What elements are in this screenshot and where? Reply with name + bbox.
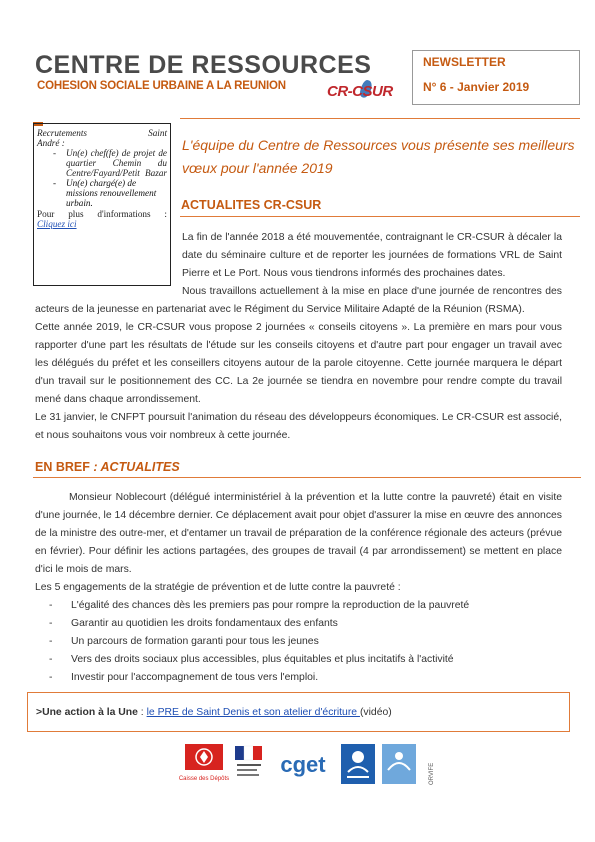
list-item: - Garantir au quotidien les droits fondamentaux des enfants	[49, 615, 559, 633]
list-item: - L'égalité des chances dès les premiers pas pour rompre la reproduction de la pauvreté	[49, 597, 559, 615]
cget-logo-text: cget	[280, 752, 326, 777]
orvife-logo	[423, 742, 467, 787]
paragraph: Le 31 janvier, le CNFPT poursuit l'animation du réseau des développeurs économiques. Le CR-CSUR est associé, et nous souhaitons vous voir nombreux à cette journée.	[35, 412, 562, 441]
masthead-subtitle: COHESION SOCIALE URBAINE A LA REUNION	[37, 80, 286, 92]
list-item: - Vers des droits sociaux plus accessibles, plus équitables et plus incitatifs à l'activité	[49, 651, 559, 669]
sidebar-link[interactable]: Cliquez ici	[37, 219, 77, 229]
action-box	[27, 692, 570, 732]
paragraph: Monsieur Noblecourt (délégué interministériel à la prévention et la lutte contre la pauvreté) était en visite d'une journée, le 14 décembre dernier. Ce déplacement avait pour objet d'assurer la mise en œuvre des annonces de la ministre des outre-mer, et d'entamer un travail de préparation de la conférence régionale des acteurs (prévue en février). Pour définir les actions partagées, des groupes de travail (4 par arrondissement) se mettent en place d'ici le mois de mars.	[35, 492, 563, 575]
sidebar-more-info: Pour plus d'informations :	[37, 209, 167, 219]
header-rule	[180, 118, 580, 119]
section-title-en-bref	[35, 460, 180, 474]
paragraph: La fin de l'année 2018 a été mouvementée, contraignant le CR-CSUR à décaler la date du séminaire culture et de reporter les journées de formations VRL de Saint Pierre et Le Port. Nous vous tiendrons informés des prochaines dates.	[182, 232, 562, 279]
masthead-title: CENTRE DE RESSOURCES	[35, 51, 372, 79]
newsletter-issue: N° 6 - Janvier 2019	[423, 80, 530, 94]
republique-francaise-logo	[233, 742, 265, 787]
action-separator: :	[137, 707, 147, 718]
sidebar-list-item: - Un(e) chef(fe) de projet de quartier Chemin du Centre/Fayard/Petit Bazar	[53, 148, 167, 178]
sidebar-heading: Recrutements Saint	[37, 128, 167, 138]
newsletter-label: NEWSLETTER	[423, 55, 506, 69]
section-title-suffix: : ACTUALITES	[93, 460, 180, 474]
caf-logo	[341, 742, 375, 787]
section-title-prefix: EN BREF	[35, 460, 90, 474]
action-label: >Une action à la Une	[36, 707, 138, 718]
cr-csur-logo	[325, 80, 395, 104]
section-title-actualites: ACTUALITES CR-CSUR	[181, 198, 322, 212]
action-suffix: (vidéo)	[359, 707, 392, 718]
paragraph-rest: des acteurs de la jeunesse en partenariat avec le Régiment du Service Militaire Adapté de la Réunion (RSMA).	[35, 286, 562, 315]
cr-csur-logo-text: CR-CSUR	[327, 83, 393, 100]
section-rule	[180, 216, 580, 217]
partner-logos	[180, 742, 470, 787]
greeting: L'équipe du Centre de Ressources vous présente ses meilleurs vœux pour l'année 2019	[182, 137, 575, 176]
caisse-des-depots-logo-text: Caisse des Dépôts	[178, 776, 230, 782]
cget-logo	[272, 742, 334, 787]
sidebar-list-item: - Un(e) chargé(e) de missions renouvellement urbain.	[53, 178, 167, 208]
paragraph: Cette année 2019, le CR-CSUR vous propose 2 journées « conseils citoyens ». La première en mars pour vous rapporter d'une part les résultats de l'étude sur les conseils citoyens et d'autre part pour engager un travail avec les délégués du préfet et les conseillers citoyens autour de la parole citoyenne. Cette journée marquera le départ d'un travail sur le positionnement des CC. La 2e journée se tiendra en novembre pour rendre compte du travail mené dans chaque arrondissement.	[35, 322, 562, 405]
action-link[interactable]: le PRE de Saint Denis et son atelier d'écriture	[146, 707, 360, 718]
list-item: - Un parcours de formation garanti pour tous les jeunes	[49, 633, 559, 651]
sidebar-list	[53, 148, 167, 208]
section-rule	[33, 477, 581, 478]
paragraph-start: Nous travaillons actuellement à la mise en place d'une journée de rencontres	[182, 286, 542, 297]
region-reunion-logo	[382, 742, 416, 787]
list-item: - Investir pour l'accompagnement de tous vers l'emploi.	[49, 669, 559, 687]
orvife-logo-text: ORVIFE	[429, 762, 435, 785]
newsletter-box	[412, 50, 580, 105]
paragraph: Les 5 engagements de la stratégie de prévention et de lutte contre la pauvreté :	[35, 582, 401, 593]
recruitment-sidebar	[33, 123, 171, 286]
caisse-des-depots-logo	[178, 742, 230, 787]
sidebar-heading-2: André :	[37, 138, 65, 148]
paragraph	[35, 283, 562, 319]
engagements-list	[49, 597, 559, 687]
